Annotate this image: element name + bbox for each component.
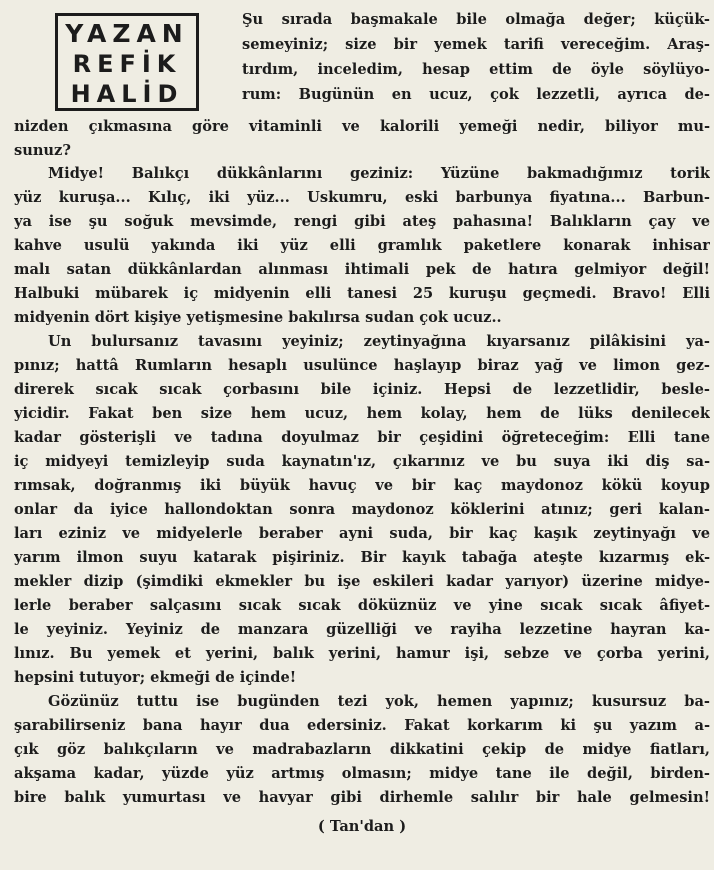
text-line: Un bulursanız tavasını yeyiniz; zeytinyağına kıyarsanız pilâkisini ya- xyxy=(48,333,710,350)
source-credit: ( Tan'dan ) xyxy=(317,818,407,835)
byline-line-1: YAZAN xyxy=(65,19,189,48)
text-line: çık göz balıkçıların ve madrabazların dikkatini çekip de midye fiatları, xyxy=(14,741,710,758)
text-line: le yeyiniz. Yeyiniz de manzara güzelliği ve rayiha lezzetine hayran ka- xyxy=(14,621,710,638)
text-line: bire balık yumurtası ve havyar gibi dirhemle salılır bir hale gelmesin! xyxy=(14,789,710,806)
text-line: sunuz? xyxy=(14,142,71,159)
text-line: onlar da iyice hallondoktan sonra maydonoz köklerini atınız; geri kalan- xyxy=(14,501,710,518)
text-line: yüz kuruşa... Kılıç, iki yüz... Uskumru, eski barbunya fiyatına... Barbun- xyxy=(14,189,710,206)
text-line: Gözünüz tuttu ise bugünden tezi yok, hemen yapınız; kusursuz ba- xyxy=(48,693,710,710)
text-line: rımsak, doğranmış iki büyük havuç ve bir kaç maydonoz kökü koyup xyxy=(14,477,710,494)
text-line: midyenin dört kişiye yetişmesine bakılırsa sudan çok ucuz.. xyxy=(14,309,502,326)
text-line: lınız. Bu yemek et yerini, balık yerini, hamur işi, sebze ve çorba yerini, xyxy=(14,645,710,662)
text-line: Şu sırada başmakale bile olmağa değer; küçük- xyxy=(242,11,710,28)
byline-line-3: HALİD xyxy=(70,80,184,108)
byline-line-2: REFİK xyxy=(72,50,182,78)
text-line: yarım ilmon suyu katarak pişiriniz. Bir kayık tabağa ateşte kızarmış ek- xyxy=(14,549,710,566)
text-line: mekler dizip (şimdiki ekmekler bu işe eskileri kadar yarıyor) üzerine midye- xyxy=(14,573,710,590)
text-line: nizden çıkmasına göre vitaminli ve kalorili yemeği nedir, biliyor mu- xyxy=(14,118,710,135)
text-line: hepsini tutuyor; ekmeği de içinde! xyxy=(14,669,297,686)
text-line: semeyiniz; size bir yemek tarifi vereceğim. Araş- xyxy=(242,36,710,53)
text-line: yicidir. Fakat ben size hem ucuz, hem kolay, hem de lüks denilecek xyxy=(14,405,710,422)
text-line: akşama kadar, yüzde yüz artmış olmasın; midye tane ile değil, birden- xyxy=(14,765,710,782)
text-line: Midye! Balıkçı dükkânlarını geziniz: Yüzüne bakmadığımız torik xyxy=(48,165,710,182)
author-byline-box xyxy=(55,13,199,111)
text-line: şarabilirseniz bana hayır dua edersiniz. Fakat korkarım ki şu yazım a- xyxy=(14,717,710,734)
text-line: ları eziniz ve midyelerle beraber ayni suda, bir kaç kaşık zeytinyağı ve xyxy=(14,525,710,542)
text-line: iç midyeyi temizleyip suda kaynatın'ız, çıkarınız ve bu suya iki diş sa- xyxy=(14,453,710,470)
text-line: kahve usulü yakında iki yüz elli gramlık paketlere konarak inhisar xyxy=(14,237,710,254)
text-line: pınız; hattâ Rumların hesaplı usulünce haşlayıp biraz yağ ve limon gez- xyxy=(14,357,710,374)
text-line: rum: Bugünün en ucuz, çok lezzetli, ayrıca de- xyxy=(242,86,710,103)
text-line: lerle beraber salçasını sıcak sıcak döküznüz ve yine sıcak sıcak âfiyet- xyxy=(14,597,710,614)
text-line: Halbuki mübarek iç midyenin elli tanesi 25 kuruşu geçmedi. Bravo! Elli xyxy=(14,285,710,302)
text-line: direrek sıcak sıcak çorbasını bile içiniz. Hepsi de lezzetlidir, besle- xyxy=(14,381,710,398)
text-line: ya ise şu soğuk mevsimde, rengi gibi ateş pahasına! Balıkların çay ve xyxy=(14,213,710,230)
text-line: kadar gösterişli ve tadına doyulmaz bir çeşidini öğreteceğim: Elli tane xyxy=(14,429,710,446)
text-line: tırdım, inceledim, hesap ettim de öyle söylüyo- xyxy=(242,61,710,78)
text-line: malı satan dükkânlardan alınması ihtimali pek de hatıra gelmiyor değil! xyxy=(14,261,710,278)
